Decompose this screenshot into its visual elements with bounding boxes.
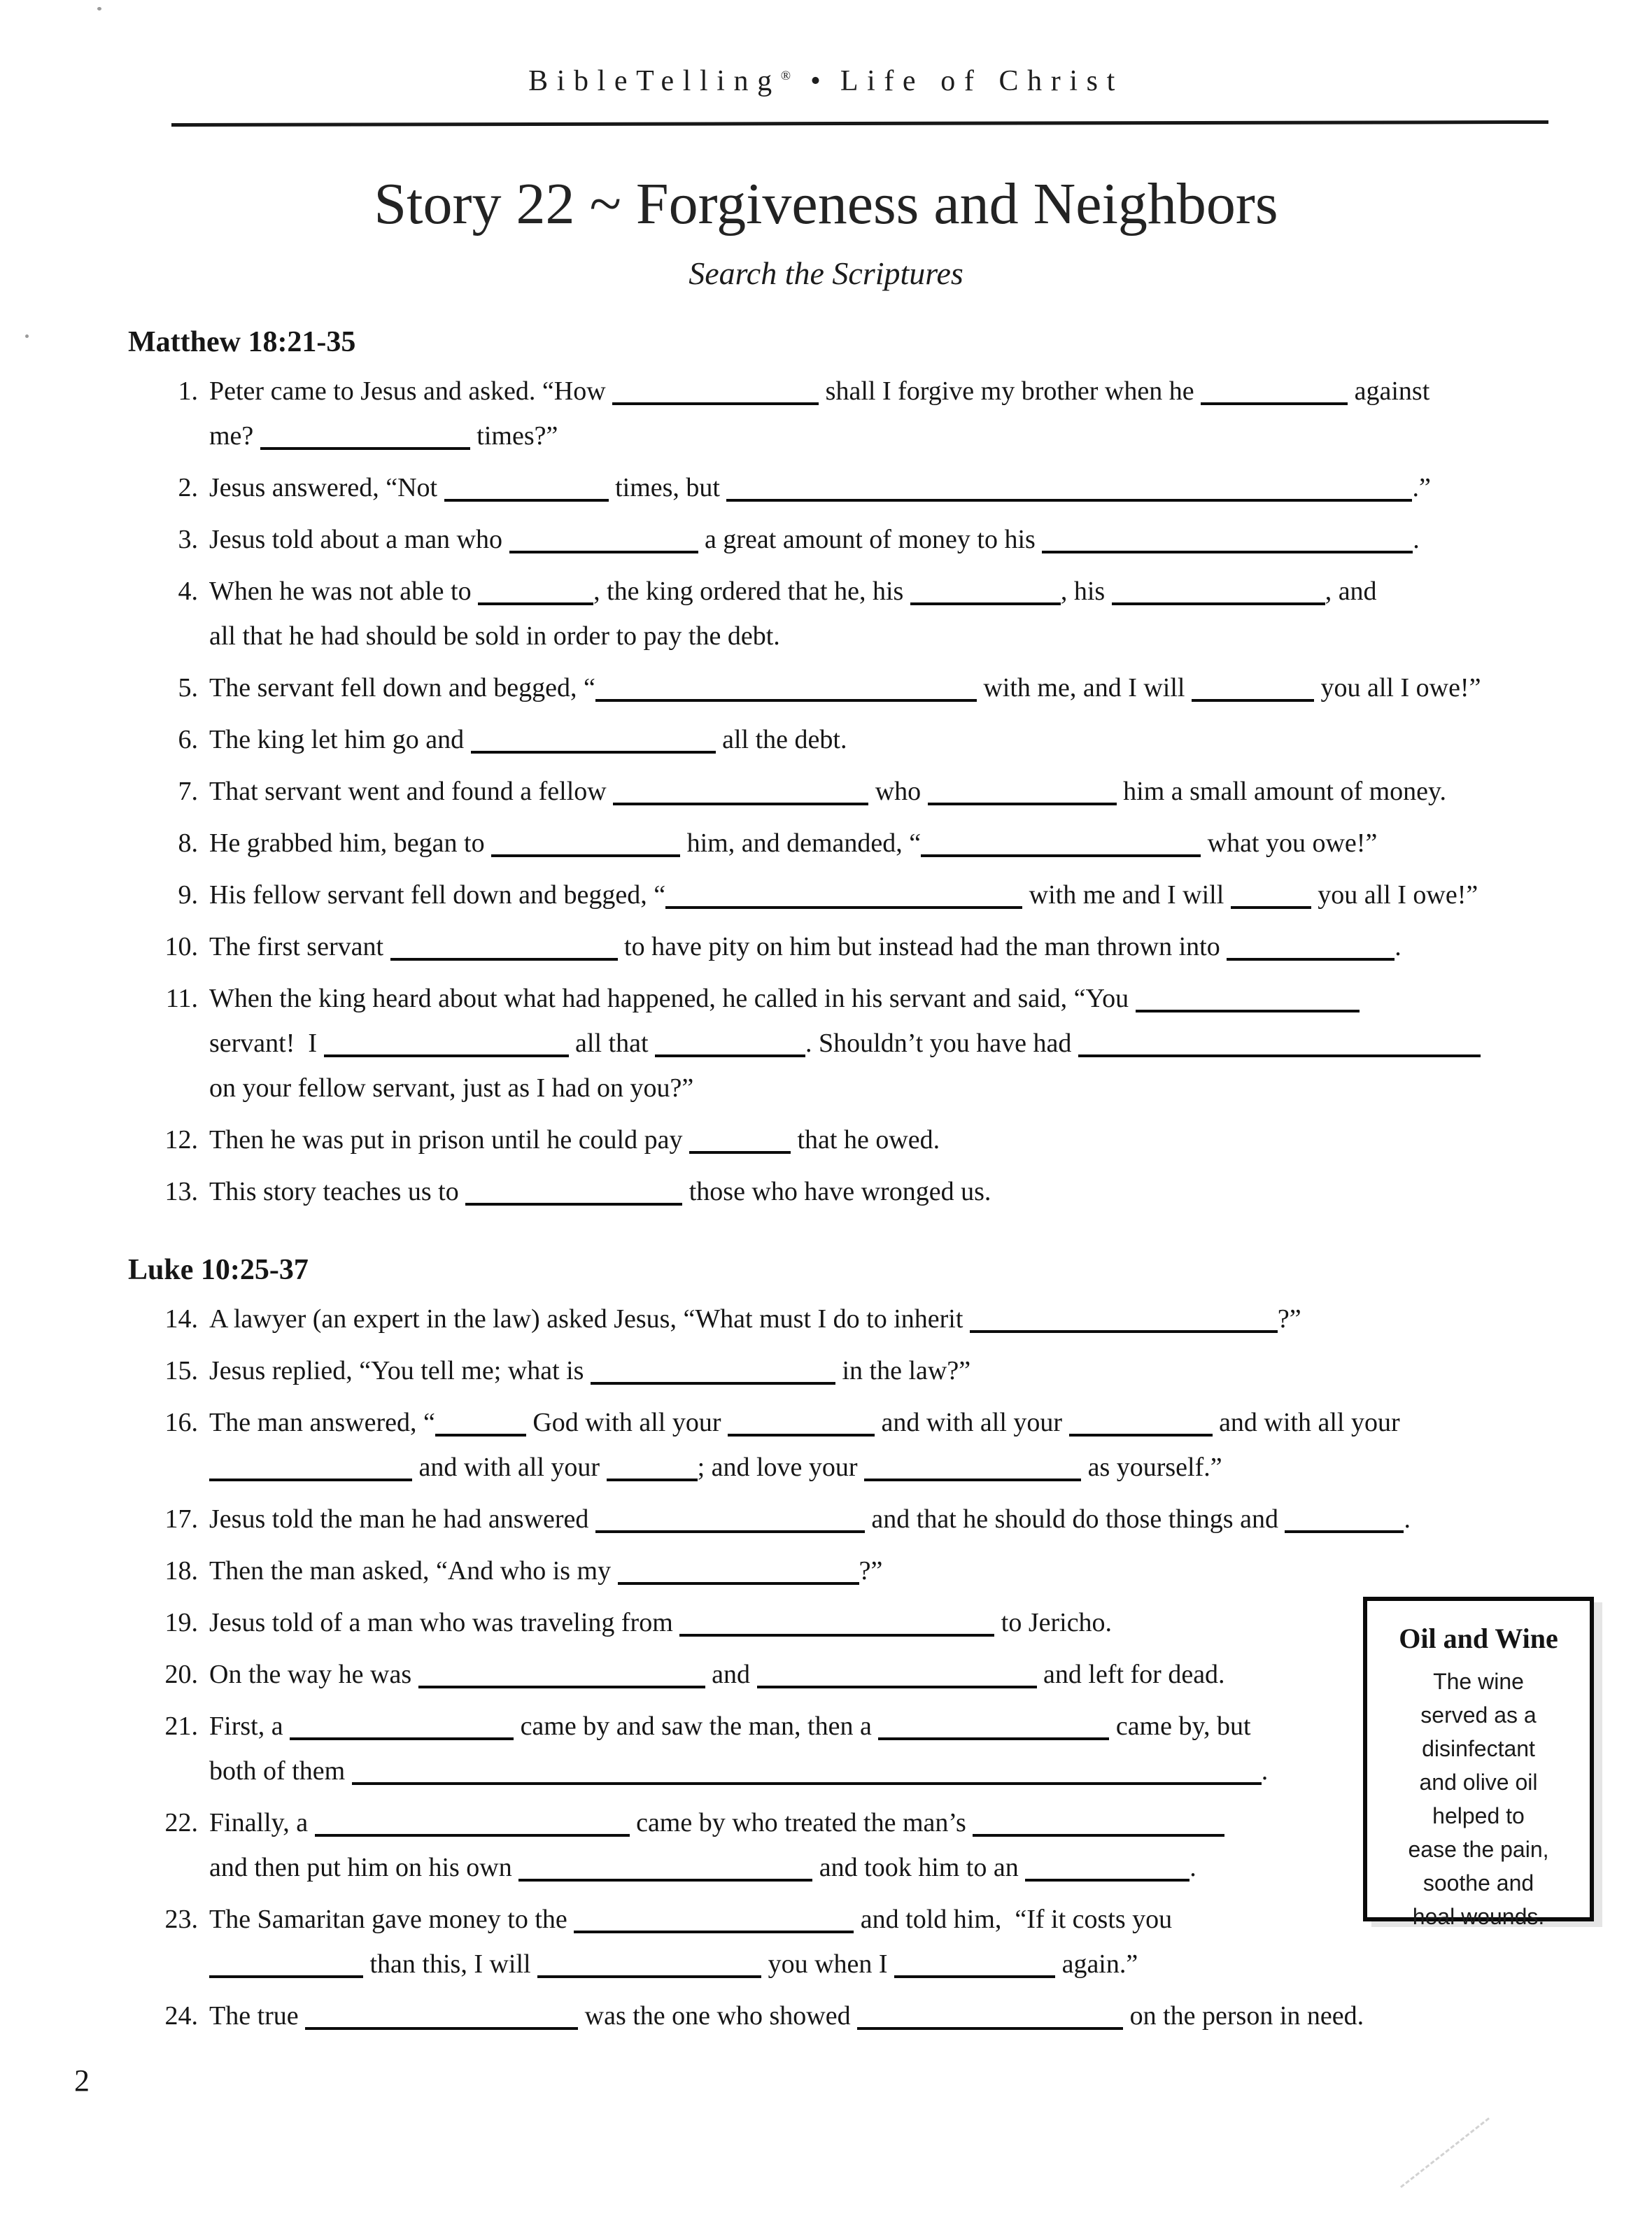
question-segment: times, but: [608, 473, 727, 502]
question-segment: Peter came to Jesus and asked. “How: [209, 376, 613, 406]
question-segment: ; and love your: [697, 1453, 865, 1482]
question-segment: The Samaritan gave money to the: [209, 1905, 574, 1934]
question-number: 2.: [178, 473, 198, 502]
question-segment: and left for dead.: [1036, 1660, 1225, 1689]
fill-in-blank: [864, 1458, 1081, 1481]
question-segment: came by who treated the man’s: [629, 1808, 973, 1837]
infobox-line: heal wounds.: [1412, 1904, 1545, 1929]
question-segment: A lawyer (an expert in the law) asked Jesus, “What must I do to inherit: [209, 1304, 970, 1334]
question-line: [209, 517, 1624, 562]
fill-in-blank: [1078, 1033, 1481, 1057]
question-number: 23.: [164, 1905, 198, 1934]
question-segment: was the one who showed: [578, 2001, 858, 2031]
question-segment: God with all your: [525, 1408, 728, 1437]
question: [128, 1348, 1624, 1393]
infobox-title: Oil and Wine: [1399, 1623, 1558, 1654]
question-line: [209, 665, 1624, 710]
question-line: [209, 1348, 1624, 1393]
fill-in-blank: [1069, 1413, 1213, 1437]
question-number: 6.: [178, 725, 198, 754]
question-number: 3.: [178, 525, 198, 554]
question-segment: The first servant: [209, 932, 390, 961]
fill-in-blank: [465, 1182, 682, 1206]
fill-in-blank: [478, 581, 593, 605]
question: [128, 369, 1624, 458]
question-segment: This story teaches us to: [209, 1177, 466, 1206]
question-segment: you all I owe!”: [1313, 673, 1481, 703]
question-text: [209, 1297, 1624, 1341]
question-line: [209, 414, 1624, 458]
question-segment: on your fellow servant, just as I had on you?”: [209, 1073, 694, 1103]
question-segment: all that he had should be sold in order to pay the debt.: [209, 621, 780, 651]
question-text: [209, 1497, 1624, 1541]
fill-in-blank: [518, 1858, 812, 1882]
fill-in-blank: [928, 782, 1117, 805]
question-line: [209, 717, 1624, 762]
fill-in-blank: [1192, 678, 1314, 702]
page-subtitle: Search the Scriptures: [689, 255, 963, 291]
question-segment: servant! I: [209, 1029, 324, 1058]
question: [128, 1297, 1624, 1341]
question-number: 19.: [164, 1608, 198, 1637]
question: [128, 1169, 1624, 1214]
question-text: [209, 821, 1624, 866]
fill-in-blank: [260, 426, 470, 450]
page-title: Story 22 ~ Forgiveness and Neighbors: [374, 171, 1278, 237]
question-segment: Then he was put in prison until he could pay: [209, 1125, 689, 1155]
question-line: [209, 1445, 1624, 1490]
question-segment: .: [1413, 525, 1420, 554]
question-text: [209, 769, 1624, 814]
question-number: 21.: [164, 1712, 198, 1741]
fill-in-blank: [209, 1954, 363, 1978]
question-segment: and with all your: [412, 1453, 607, 1482]
question-segment: shall I forgive my brother when he: [819, 376, 1201, 406]
fill-in-blank: [290, 1716, 514, 1740]
scan-speck: [25, 334, 29, 338]
question-text: [209, 569, 1624, 658]
question-segment: The king let him go and: [209, 725, 471, 754]
question-segment: those who have wronged us.: [682, 1177, 991, 1206]
question-segment: who: [868, 777, 928, 806]
question-segment: Finally, a: [209, 1808, 315, 1837]
fill-in-blank: [910, 581, 1061, 605]
question-segment: The man answered, “: [209, 1408, 435, 1437]
question-line: [209, 1497, 1624, 1541]
question: [128, 1993, 1624, 2038]
fill-in-blank: [970, 1309, 1278, 1333]
question-segment: First, a: [209, 1712, 290, 1741]
question-segment: and took him to an: [812, 1853, 1026, 1882]
question-segment: Then the man asked, “And who is my: [209, 1556, 618, 1586]
question-segment: , his: [1060, 577, 1112, 606]
question-segment: both of them: [209, 1756, 352, 1786]
question-line: [209, 1942, 1624, 1987]
question-number: 14.: [164, 1304, 198, 1334]
question-segment: him, and demanded, “: [680, 828, 922, 858]
question: [128, 924, 1624, 969]
question-segment: times?”: [470, 421, 558, 451]
question-text: [209, 1169, 1624, 1214]
fill-in-blank: [591, 1361, 835, 1385]
fill-in-blank: [595, 1509, 865, 1533]
question-segment: Jesus answered, “Not: [209, 473, 444, 502]
question-segment: .: [1404, 1504, 1411, 1534]
fill-in-blank: [655, 1033, 805, 1057]
fill-in-blank: [1025, 1858, 1189, 1882]
sidebar-lines: [1367, 1665, 1590, 1933]
question-segment: He grabbed him, began to: [209, 828, 492, 858]
fill-in-blank: [509, 530, 698, 553]
question-text: [209, 717, 1624, 762]
question-segment: all that: [568, 1029, 656, 1058]
question-text: [209, 369, 1624, 458]
question-segment: you all I owe!”: [1311, 880, 1478, 910]
question-segment: .: [1261, 1756, 1269, 1786]
question-segment: on the person in need.: [1123, 2001, 1364, 2031]
infobox-line: served as a: [1420, 1702, 1537, 1728]
question-line: [209, 1400, 1624, 1445]
question-segment: When the king heard about what had happened, he called in his servant and said, “You: [209, 984, 1136, 1013]
section-heading: Matthew 18:21-35: [128, 326, 356, 358]
question-segment: me?: [209, 421, 260, 451]
question-segment: and told him, “If it costs you: [854, 1905, 1173, 1934]
fill-in-blank: [878, 1716, 1109, 1740]
question-number: 13.: [164, 1177, 198, 1206]
question: [128, 1497, 1624, 1541]
fill-in-blank: [1285, 1509, 1404, 1533]
fill-in-blank: [444, 478, 609, 502]
section-0: [128, 325, 1624, 1214]
question-segment: him a small amount of money.: [1116, 777, 1447, 806]
question-number: 18.: [164, 1556, 198, 1586]
question-segment: That servant went and found a fellow: [209, 777, 614, 806]
question-line: [209, 614, 1624, 658]
question: [128, 769, 1624, 814]
question: [128, 1548, 1624, 1593]
question-number: 5.: [178, 673, 198, 703]
question-text: [209, 873, 1624, 917]
question-segment: with me, and I will: [976, 673, 1192, 703]
question-number: 20.: [164, 1660, 198, 1689]
question-segment: Jesus told about a man who: [209, 525, 509, 554]
question-segment: came by and saw the man, then a: [514, 1712, 879, 1741]
product-name: Life of Christ: [840, 65, 1124, 97]
question: [128, 873, 1624, 917]
question-number: 12.: [164, 1125, 198, 1155]
question-segment: with me and I will: [1022, 880, 1231, 910]
question: [128, 665, 1624, 710]
fill-in-blank: [665, 885, 1022, 909]
question-line: [209, 821, 1624, 866]
question-segment: The servant fell down and begged, “: [209, 673, 595, 703]
question-number: 15.: [164, 1356, 198, 1385]
fill-in-blank: [471, 730, 716, 754]
question: [128, 1117, 1624, 1162]
fill-in-blank: [1042, 530, 1413, 553]
fill-in-blank: [1136, 989, 1360, 1012]
fill-in-blank: [613, 782, 868, 805]
question-line: [209, 369, 1624, 414]
question-text: [209, 1993, 1624, 2038]
question-segment: , and: [1325, 577, 1377, 606]
fill-in-blank: [973, 1813, 1224, 1837]
question-segment: than this, I will: [363, 1949, 538, 1979]
fill-in-blank: [1227, 937, 1395, 961]
question-text: [209, 1548, 1624, 1593]
fill-in-blank: [352, 1761, 1262, 1785]
question-text: [209, 465, 1624, 510]
question-line: [209, 924, 1624, 969]
masthead: [0, 0, 1652, 98]
fill-in-blank: [435, 1413, 526, 1437]
question-line: [209, 1548, 1624, 1593]
infobox-line: The wine: [1433, 1669, 1524, 1694]
question-number: 24.: [164, 2001, 198, 2031]
fill-in-blank: [757, 1665, 1037, 1688]
fill-in-blank: [726, 478, 1412, 502]
question-number: 1.: [178, 376, 198, 406]
question-segment: ?”: [859, 1556, 883, 1586]
scan-speck: [97, 7, 101, 10]
infobox-line: soothe and: [1422, 1870, 1534, 1896]
question-number: 10.: [164, 932, 198, 961]
question-line: [209, 465, 1624, 510]
registered-mark: ®: [780, 69, 791, 83]
question: [128, 717, 1624, 762]
question-line: [209, 873, 1624, 917]
fill-in-blank: [315, 1813, 630, 1837]
question: [128, 465, 1624, 510]
bullet-separator: •: [810, 65, 821, 97]
question-line: [209, 1993, 1624, 2038]
header-rule: [171, 120, 1548, 127]
question-line: [209, 569, 1624, 614]
infobox-line: and olive oil: [1419, 1770, 1538, 1795]
question-text: [209, 665, 1624, 710]
question-segment: , the king ordered that he, his: [593, 577, 910, 606]
question-segment: to Jericho.: [994, 1608, 1113, 1637]
infobox-line: helped to: [1432, 1803, 1525, 1828]
question-line: [209, 1169, 1624, 1214]
fill-in-blank: [209, 1458, 412, 1481]
fill-in-blank: [612, 381, 819, 405]
fill-in-blank: [595, 678, 977, 702]
question-segment: and then put him on his own: [209, 1853, 519, 1882]
question-number: 16.: [164, 1408, 198, 1437]
fill-in-blank: [921, 833, 1201, 857]
question-segment: again.”: [1055, 1949, 1138, 1979]
question-segment: When he was not able to: [209, 577, 479, 606]
question-segment: and: [705, 1660, 757, 1689]
fill-in-blank: [894, 1954, 1055, 1978]
question-segment: On the way he was: [209, 1660, 418, 1689]
fill-in-blank: [689, 1130, 791, 1154]
question-segment: .”: [1412, 473, 1431, 502]
question-segment: what you owe!”: [1201, 828, 1378, 858]
fill-in-blank: [1231, 885, 1311, 909]
question-number: 9.: [178, 880, 198, 910]
question-text: [209, 1348, 1624, 1393]
question-segment: in the law?”: [835, 1356, 971, 1385]
question-segment: all the debt.: [715, 725, 847, 754]
question-number: 7.: [178, 777, 198, 806]
question-segment: His fellow servant fell down and begged, “: [209, 880, 666, 910]
question: [128, 517, 1624, 562]
question-segment: as yourself.”: [1081, 1453, 1222, 1482]
question-segment: came by, but: [1109, 1712, 1251, 1741]
question-line: [209, 1021, 1624, 1066]
question-text: [209, 1400, 1624, 1490]
question-segment: to have pity on him but instead had the man thrown into: [617, 932, 1227, 961]
question-segment: The true: [209, 2001, 306, 2031]
question: [128, 976, 1624, 1110]
fill-in-blank: [1201, 381, 1348, 405]
fill-in-blank: [574, 1910, 854, 1933]
fill-in-blank: [857, 2006, 1123, 2030]
question-number: 8.: [178, 828, 198, 858]
question-segment: against: [1348, 376, 1430, 406]
question-number: 11.: [165, 984, 198, 1013]
fill-in-blank: [390, 937, 618, 961]
fill-in-blank: [537, 1954, 761, 1978]
brand-name: BibleTelling: [528, 65, 781, 97]
question-segment: Jesus told of a man who was traveling from: [209, 1608, 680, 1637]
fill-in-blank: [324, 1033, 569, 1057]
question-line: [209, 976, 1624, 1021]
question-line: [209, 1066, 1624, 1110]
question-segment: ?”: [1277, 1304, 1301, 1334]
question-text: [209, 1117, 1624, 1162]
fill-in-blank: [1112, 581, 1325, 605]
fill-in-blank: [305, 2006, 578, 2030]
section-heading: Luke 10:25-37: [128, 1254, 309, 1286]
fill-in-blank: [728, 1413, 875, 1437]
fill-in-blank: [607, 1458, 698, 1481]
question-segment: . Shouldn’t you have had: [805, 1029, 1078, 1058]
question: [128, 1400, 1624, 1490]
infobox-line: ease the pain,: [1408, 1837, 1549, 1862]
question-number: 17.: [164, 1504, 198, 1534]
question-line: [209, 769, 1624, 814]
question: [128, 569, 1624, 658]
fill-in-blank: [679, 1613, 994, 1637]
question: [128, 821, 1624, 866]
question-segment: Jesus told the man he had answered: [209, 1504, 595, 1534]
question-segment: and with all your: [1212, 1408, 1400, 1437]
question-segment: you when I: [761, 1949, 895, 1979]
oil-and-wine-infobox: [1363, 1597, 1594, 1929]
question-text: [209, 976, 1624, 1110]
question-segment: and with all your: [875, 1408, 1069, 1437]
infobox-line: disinfectant: [1422, 1736, 1535, 1761]
question-line: [209, 1117, 1624, 1162]
fill-in-blank: [618, 1561, 859, 1585]
question-segment: and that he should do those things and: [864, 1504, 1285, 1534]
fill-in-blank: [491, 833, 680, 857]
scan-artifact: [1400, 2117, 1490, 2188]
question-text: [209, 924, 1624, 969]
question-segment: that he owed.: [791, 1125, 940, 1155]
question-segment: .: [1395, 932, 1402, 961]
question-number: 22.: [164, 1808, 198, 1837]
question-text: [209, 517, 1624, 562]
question-segment: .: [1189, 1853, 1196, 1882]
fill-in-blank: [418, 1665, 705, 1688]
page-number: 2: [74, 2063, 90, 2098]
question-line: [209, 1297, 1624, 1341]
question-segment: Jesus replied, “You tell me; what is: [209, 1356, 591, 1385]
question-segment: a great amount of money to his: [698, 525, 1043, 554]
question-number: 4.: [178, 577, 198, 606]
